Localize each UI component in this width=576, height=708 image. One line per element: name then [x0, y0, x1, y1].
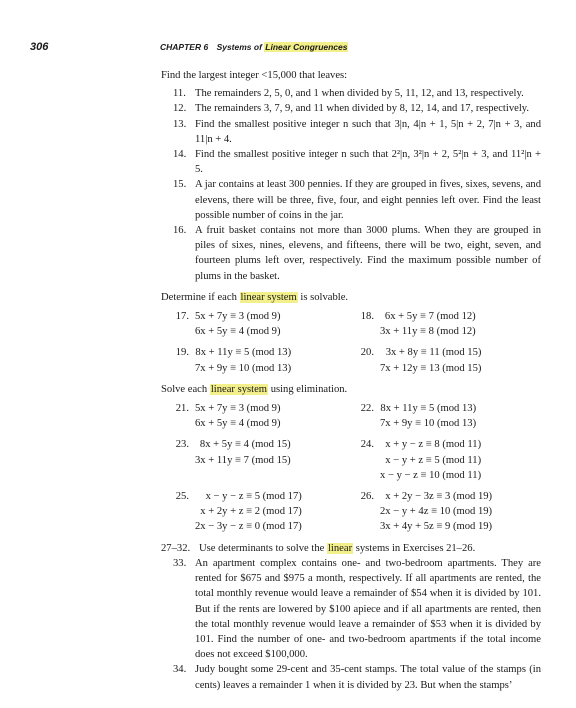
problem-list-c: [161, 556, 541, 693]
congruence-equation: x + y − z ≡ 8 (mod 11): [385, 439, 482, 451]
system-row: [161, 401, 541, 431]
linear-system: [346, 345, 531, 375]
problem-item: [161, 662, 541, 692]
heading-text: using elimination.: [268, 383, 348, 395]
problem-number: 15.: [173, 179, 187, 191]
system-equations: [195, 401, 281, 431]
problem-text: systems in Exercises 21–26.: [353, 542, 476, 554]
problem-text: Use determinants to solve the: [199, 542, 327, 554]
problem-highlight: linear: [327, 542, 353, 554]
determine-systems: [161, 309, 541, 376]
heading-text: Solve each: [161, 383, 210, 395]
system-number: 19.: [175, 347, 189, 359]
congruence-equation: 3x + 4y + 5z ≡ 9 (mod 19): [380, 521, 493, 533]
linear-system: [161, 489, 346, 535]
system-equations: [195, 309, 281, 339]
system-row: [161, 309, 541, 339]
problem-item: [161, 147, 541, 177]
problem-item: [161, 541, 541, 556]
heading-text: Determine if each: [161, 291, 240, 303]
solve-heading: [161, 382, 541, 397]
problem-text: Find the smallest positive integer n such that 3|n, 4|n + 1, 5|n + 2, 7|n + 3, and 11|n + 4.: [195, 118, 541, 145]
congruence-equation: 7x + 9y ≡ 10 (mod 13): [380, 418, 477, 430]
linear-system: [346, 401, 531, 431]
congruence-equation: 8x + 5y ≡ 4 (mod 15): [199, 439, 291, 451]
problem-item: [161, 117, 541, 147]
congruence-equation: 2x − y + 4z ≡ 10 (mod 19): [380, 506, 493, 518]
problem-number: 14.: [173, 149, 187, 161]
problem-item: [161, 86, 541, 101]
system-equations: [195, 345, 291, 375]
congruence-equation: 5x + 7y ≡ 3 (mod 9): [195, 311, 281, 323]
congruence-equation: 8x + 11y ≡ 5 (mod 13): [380, 403, 477, 415]
linear-system: [161, 437, 346, 483]
heading-text: is solvable.: [297, 291, 349, 303]
problem-item: [161, 177, 541, 223]
congruence-equation: 6x + 5y ≡ 4 (mod 9): [195, 326, 281, 338]
congruence-equation: 6x + 5y ≡ 4 (mod 9): [195, 418, 281, 430]
problem-text: The remainders 2, 5, 0, and 1 when divided by 5, 11, 12, and 13, respectively.: [195, 88, 524, 100]
congruence-equation: 7x + 12y ≡ 13 (mod 15): [380, 362, 482, 374]
intro-text: Find the largest integer <15,000 that leaves:: [161, 70, 348, 81]
problem-number: 13.: [173, 118, 187, 130]
system-number: 26.: [360, 491, 374, 503]
system-number: 24.: [360, 439, 374, 451]
congruence-equation: 5x + 7y ≡ 3 (mod 9): [195, 403, 281, 415]
congruence-equation: 3x + 11y ≡ 8 (mod 12): [380, 326, 476, 338]
system-equations: [380, 309, 476, 339]
determine-heading: [161, 290, 541, 305]
linear-system: [161, 309, 346, 339]
system-equations: [380, 437, 481, 483]
congruence-equation: x − y − z ≡ 10 (mod 11): [380, 469, 482, 481]
heading-highlight: linear system: [240, 291, 297, 303]
solve-systems: [161, 401, 541, 535]
system-number: 22.: [360, 403, 374, 415]
linear-system: [346, 489, 531, 535]
linear-system: [346, 309, 531, 339]
problem-number: 12.: [173, 103, 187, 115]
problem-number: 16.: [173, 225, 187, 237]
system-row: [161, 437, 541, 483]
problem-list-b: [161, 541, 541, 556]
problem-item: [161, 101, 541, 116]
system-number: 20.: [360, 347, 374, 359]
problem-text: Find the smallest positive integer n such that 2²|n, 3²|n + 2, 5²|n + 3, and 11²|n + 5.: [195, 149, 541, 176]
congruence-equation: 3x + 8y ≡ 11 (mod 15): [385, 347, 482, 359]
problem-text: The remainders 3, 7, 9, and 11 when divided by 8, 12, 14, and 17, respectively.: [195, 103, 530, 115]
system-number: 18.: [360, 311, 374, 323]
problem-text: A fruit basket contains not more than 3000 plums. When they are grouped in piles of sixes, nines, elevens, and fifteens, there will be two, eight, seven, and fourteen plums left over, respectively. Find the maximum possible number of plums in the basket.: [195, 225, 541, 282]
problem-text: A jar contains at least 300 pennies. If they are grouped in fives, sixes, sevens, and elevens, there will be three, five, four, and eight pennies left over. Find the least possible number of coins in the jar.: [195, 179, 541, 221]
system-equations: [380, 345, 481, 375]
linear-system: [161, 401, 346, 431]
system-equations: [195, 437, 291, 483]
chapter-label: CHAPTER 6: [160, 42, 209, 52]
page-number: 306: [30, 41, 49, 53]
problem-number: 11.: [173, 88, 186, 100]
problem-text: Judy bought some 29-cent and 35-cent stamps. The total value of the stamps (in cents) leaves a remainder 1 when it is divided by 23. But when the stamps’: [195, 664, 541, 691]
problem-number: 34.: [173, 664, 187, 676]
congruence-equation: x + 2y + z ≡ 2 (mod 17): [200, 506, 302, 518]
chapter-title-highlight: Linear Congruences: [265, 42, 348, 52]
congruence-equation: x − y + z ≡ 5 (mod 11): [385, 454, 482, 466]
problem-item: [161, 556, 541, 662]
problem-item: [161, 223, 541, 284]
heading-highlight: linear system: [210, 383, 268, 395]
congruence-equation: 6x + 5y ≡ 7 (mod 12): [384, 311, 476, 323]
system-number: 21.: [175, 403, 189, 415]
problem-list-a: [161, 86, 541, 284]
linear-system: [346, 437, 531, 483]
congruence-equation: 7x + 9y ≡ 10 (mod 13): [195, 362, 292, 374]
system-equations: [195, 489, 302, 535]
system-equations: [380, 401, 476, 431]
congruence-equation: x − y − z ≡ 5 (mod 17): [205, 491, 302, 503]
page-content: [161, 68, 541, 693]
system-number: 25.: [175, 491, 189, 503]
problem-number: 27–32.: [161, 542, 191, 554]
problem-text: An apartment complex contains one- and two-bedroom apartments. They are rented for $675 and $975 a month, respectively. If all apartments are rented, the total monthly revenue would leave a remainder of $54 when it is divided by 101. But if the rents are lowered by $100 apiece and if all apartments are rented, then the total monthly revenue would leave a remainder of $53 when it is divided by 101. Find the number of one- and two-bedroom apartments if the total income does not exceed $100,000.: [195, 557, 541, 661]
congruence-equation: 3x + 11y ≡ 7 (mod 15): [195, 454, 291, 466]
chapter-title-prefix: Systems of: [216, 42, 262, 52]
problem-number: 33.: [173, 557, 187, 569]
congruence-equation: x + 2y − 3z ≡ 3 (mod 19): [385, 491, 493, 503]
system-row: [161, 489, 541, 535]
system-row: [161, 345, 541, 375]
congruence-equation: 8x + 11y ≡ 5 (mod 13): [195, 347, 292, 359]
system-number: 23.: [175, 439, 189, 451]
congruence-equation: 2x − 3y − z ≡ 0 (mod 17): [195, 521, 302, 533]
system-equations: [380, 489, 492, 535]
linear-system: [161, 345, 346, 375]
running-head: [160, 42, 348, 52]
system-number: 17.: [175, 311, 189, 323]
